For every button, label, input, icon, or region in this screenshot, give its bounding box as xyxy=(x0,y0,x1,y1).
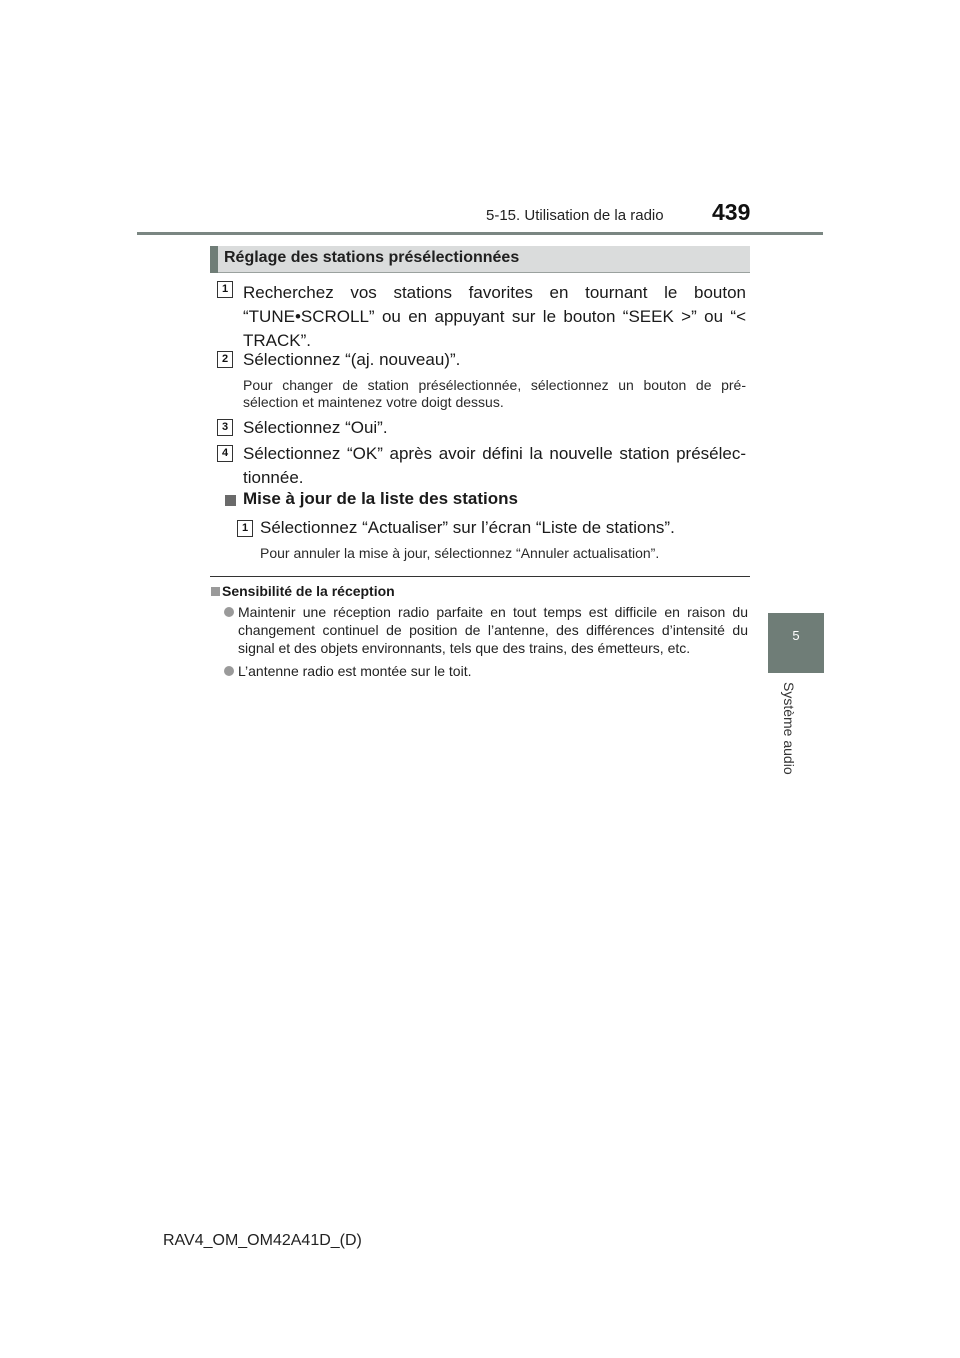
chapter-tab-number: 5 xyxy=(792,628,800,643)
info-rule xyxy=(210,576,750,577)
info-bullet: Maintenir une réception radio parfaite en tout temps est difficile en raison du changement continuel de position de l’antenne, des différences d’intensité du signal et des objets environnants, tels que des trains, des émetteurs, etc. xyxy=(238,604,748,656)
step-badge: 2 xyxy=(217,351,233,368)
step-text: Sélectionnez “OK” après avoir défini la nouvelle station présélec-tionnée. xyxy=(243,444,746,487)
step-note: Pour changer de station présélectionnée, sélectionnez un bouton de pré-sélection et maintenez votre doigt dessus. xyxy=(243,377,746,410)
step-text: Sélectionnez “Actualiser” sur l’écran “Liste de stations”. xyxy=(260,518,675,537)
step-badge: 1 xyxy=(237,520,253,537)
section-heading-bar xyxy=(210,246,218,273)
section-heading-title: Réglage des stations présélectionnées xyxy=(224,249,520,266)
subsection-heading: Mise à jour de la liste des stations xyxy=(243,489,518,508)
chapter-tab-label: Système audio xyxy=(781,682,797,775)
page-number: 439 xyxy=(712,199,751,225)
footer-code: RAV4_OM_OM42A41D_(D) xyxy=(163,1232,362,1249)
step-note: Pour annuler la mise à jour, sélectionnez “Annuler actualisation”. xyxy=(260,545,660,561)
step-text: Sélectionnez “Oui”. xyxy=(243,418,388,437)
step-badge: 1 xyxy=(217,281,233,298)
info-square-icon xyxy=(211,587,220,596)
step-badge: 3 xyxy=(217,419,233,436)
subsection-square-icon xyxy=(225,495,236,506)
bullet-dot-icon xyxy=(224,666,234,676)
bullet-dot-icon xyxy=(224,607,234,617)
step-text: Sélectionnez “(aj. nouveau)”. xyxy=(243,350,461,369)
info-title: Sensibilité de la réception xyxy=(222,583,395,599)
header-rule xyxy=(137,232,823,235)
chapter-tab xyxy=(768,613,824,673)
running-header-section: 5-15. Utilisation de la radio xyxy=(486,207,664,224)
info-bullet: L’antenne radio est montée sur le toit. xyxy=(238,663,472,679)
step-badge: 4 xyxy=(217,445,233,462)
step-text: Recherchez vos stations favorites en tournant le bouton “TUNE•SCROLL” ou en appuyant sur le bouton “SEEK >” ou “< TRACK”. xyxy=(243,283,746,350)
